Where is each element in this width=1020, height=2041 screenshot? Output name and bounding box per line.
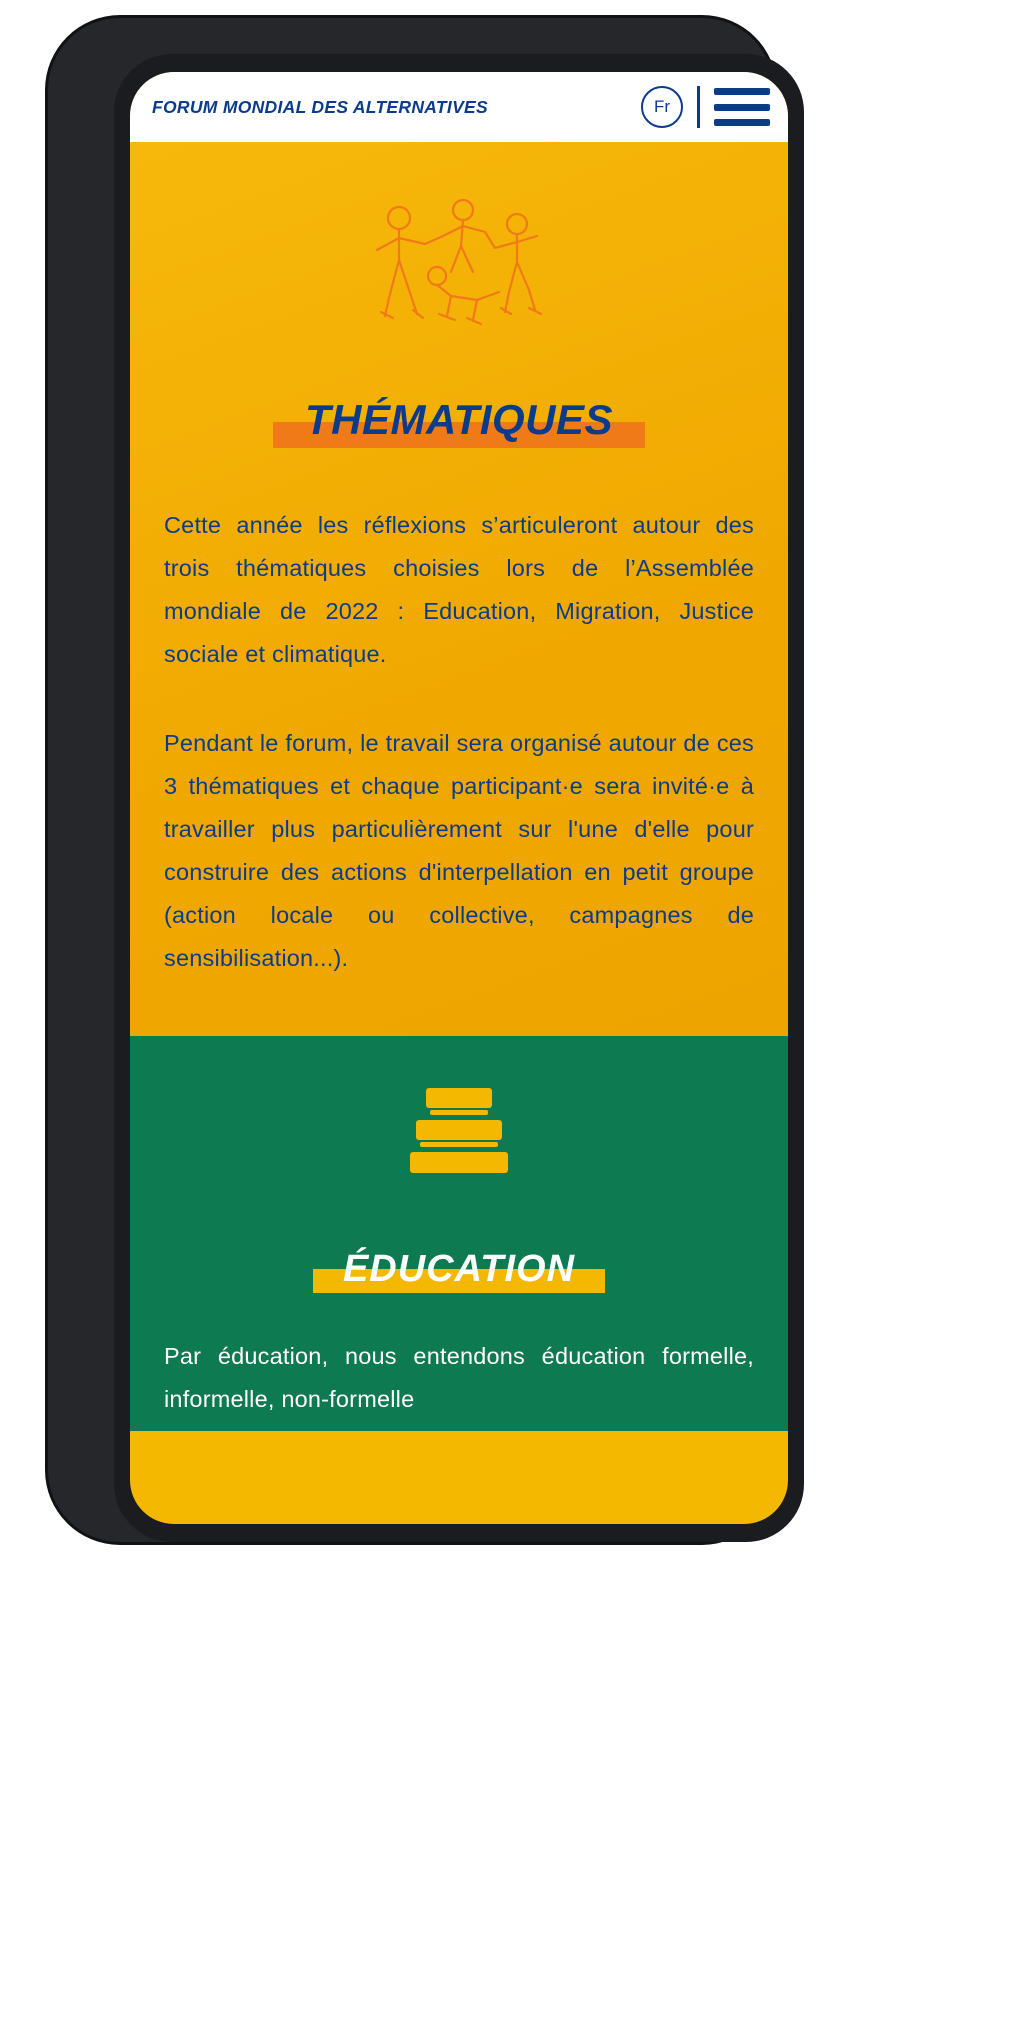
hamburger-menu-icon[interactable] — [714, 88, 770, 126]
hero-paragraph-2: Pendant le forum, le travail sera organisé autour de ces 3 thématiques et chaque participant·e sera invité·e à travailler plus particulièrement sur l'une d'elle pour construire des actions d'interpellation en petit groupe (action locale ou collective, campagnes de sensibilisation...). — [164, 730, 754, 971]
education-title — [164, 1248, 754, 1291]
education-paragraph: Par éducation, nous entendons éducation formelle, informelle, non-formelle — [164, 1343, 754, 1412]
phone-bezel — [114, 54, 804, 1542]
people-dancing-circle-illustration — [164, 188, 754, 338]
site-header — [130, 72, 788, 142]
language-switch-button[interactable]: Fr — [641, 86, 683, 128]
page-title — [164, 396, 754, 444]
header-divider — [697, 86, 700, 128]
education-title-text: ÉDUCATION — [342, 1248, 576, 1290]
hamburger-bar-1 — [714, 88, 770, 95]
header-actions — [641, 86, 770, 128]
hamburger-bar-3 — [714, 119, 770, 126]
stack-of-books-icon — [164, 1082, 754, 1182]
section-education — [130, 1036, 788, 1431]
section-thematiques — [130, 142, 788, 1036]
hero-paragraph-1: Cette année les réflexions s’articuleront autour des trois thématiques choisies lors de l’Assemblée mondiale de 2022 : Education, Migration, Justice sociale et climatique. — [164, 512, 754, 667]
site-logo-text[interactable]: FORUM MONDIAL DES ALTERNATIVES — [152, 96, 488, 117]
page-title-text: THÉMATIQUES — [304, 396, 614, 443]
hamburger-bar-2 — [714, 104, 770, 111]
phone-frame — [48, 18, 774, 1542]
phone-screen — [130, 72, 788, 1524]
